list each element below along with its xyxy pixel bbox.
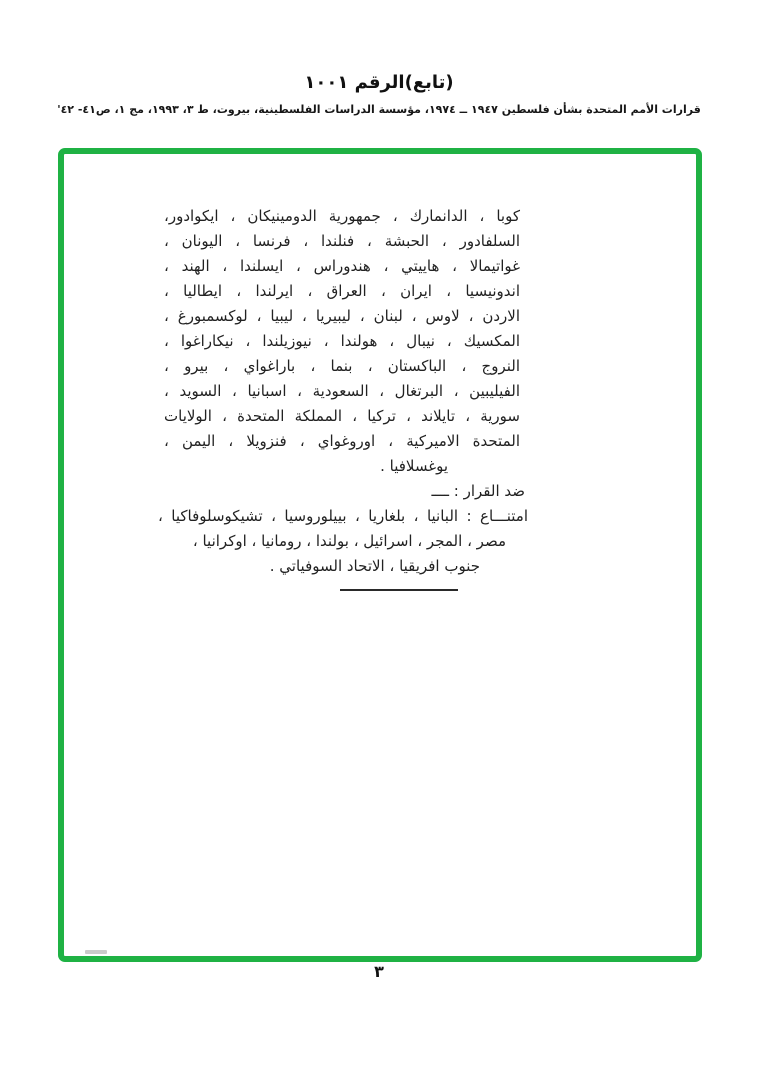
- document-title: (تابع)الرقم ١٠٠١: [304, 72, 454, 93]
- section-end-rule: [340, 589, 458, 591]
- document-source-citation: قرارات الأمم المتحدة بشأن فلسطين ١٩٤٧ ــ ١٩٧٤، مؤسسة الدراسات الفلسطينية، بيروت، ط ٣، ١٩٩٣، مج ١، ص٤١- ٤٢': [57, 103, 701, 116]
- vote-results-text: [158, 204, 528, 591]
- text-line: جنوب افريقيا ، الاتحاد السوفياتي .: [269, 557, 480, 575]
- text-line: المكسيك ، نيبال ، هولندا ، نيوزيلندا ، نيكاراغوا ،: [164, 332, 520, 350]
- scan-smudge-artifact: [85, 950, 107, 954]
- text-line: الفيليبين ، البرتغال ، السعودية ، اسبانيا ، السويد ،: [164, 382, 520, 400]
- text-line: السلفادور ، الحبشة ، فنلندا ، فرنسا ، اليونان ،: [164, 232, 520, 250]
- text-line: اندونيسيا ، ايران ، العراق ، ايرلندا ، ايطاليا ،: [164, 282, 520, 300]
- text-line: يوغسلافيا .: [380, 457, 448, 475]
- text-line: النروج ، الباكستان ، بنما ، باراغواي ، بيرو ،: [164, 357, 520, 375]
- page-number: ٣: [374, 962, 384, 981]
- text-line: امتنـــاع : البانيا ، بلغاريا ، بييلوروسيا ، تشيكوسلوفاكيا ،: [158, 507, 528, 525]
- text-lines: [158, 204, 528, 579]
- text-line: مصر ، المجر ، اسرائيل ، بولندا ، رومانيا ، اوكرانيا ،: [192, 532, 506, 550]
- text-line: ضد القرار : ــــ: [431, 482, 525, 500]
- text-line: كوبا ، الدانمارك ، جمهورية الدومينيكان ، ايكوادور،: [164, 207, 520, 225]
- text-line: غواتيمالا ، هاييتي ، هندوراس ، ايسلندا ، الهند ،: [164, 257, 520, 275]
- text-line: سورية ، تايلاند ، تركيا ، المملكة المتحدة ، الولايات: [164, 407, 520, 425]
- text-line: الاردن ، لاوس ، لبنان ، ليبيريا ، ليبيا ، لوكسمبورغ ،: [164, 307, 520, 325]
- text-line: المتحدة الاميركية ، اوروغواي ، فنزويلا ، اليمن ،: [164, 432, 520, 450]
